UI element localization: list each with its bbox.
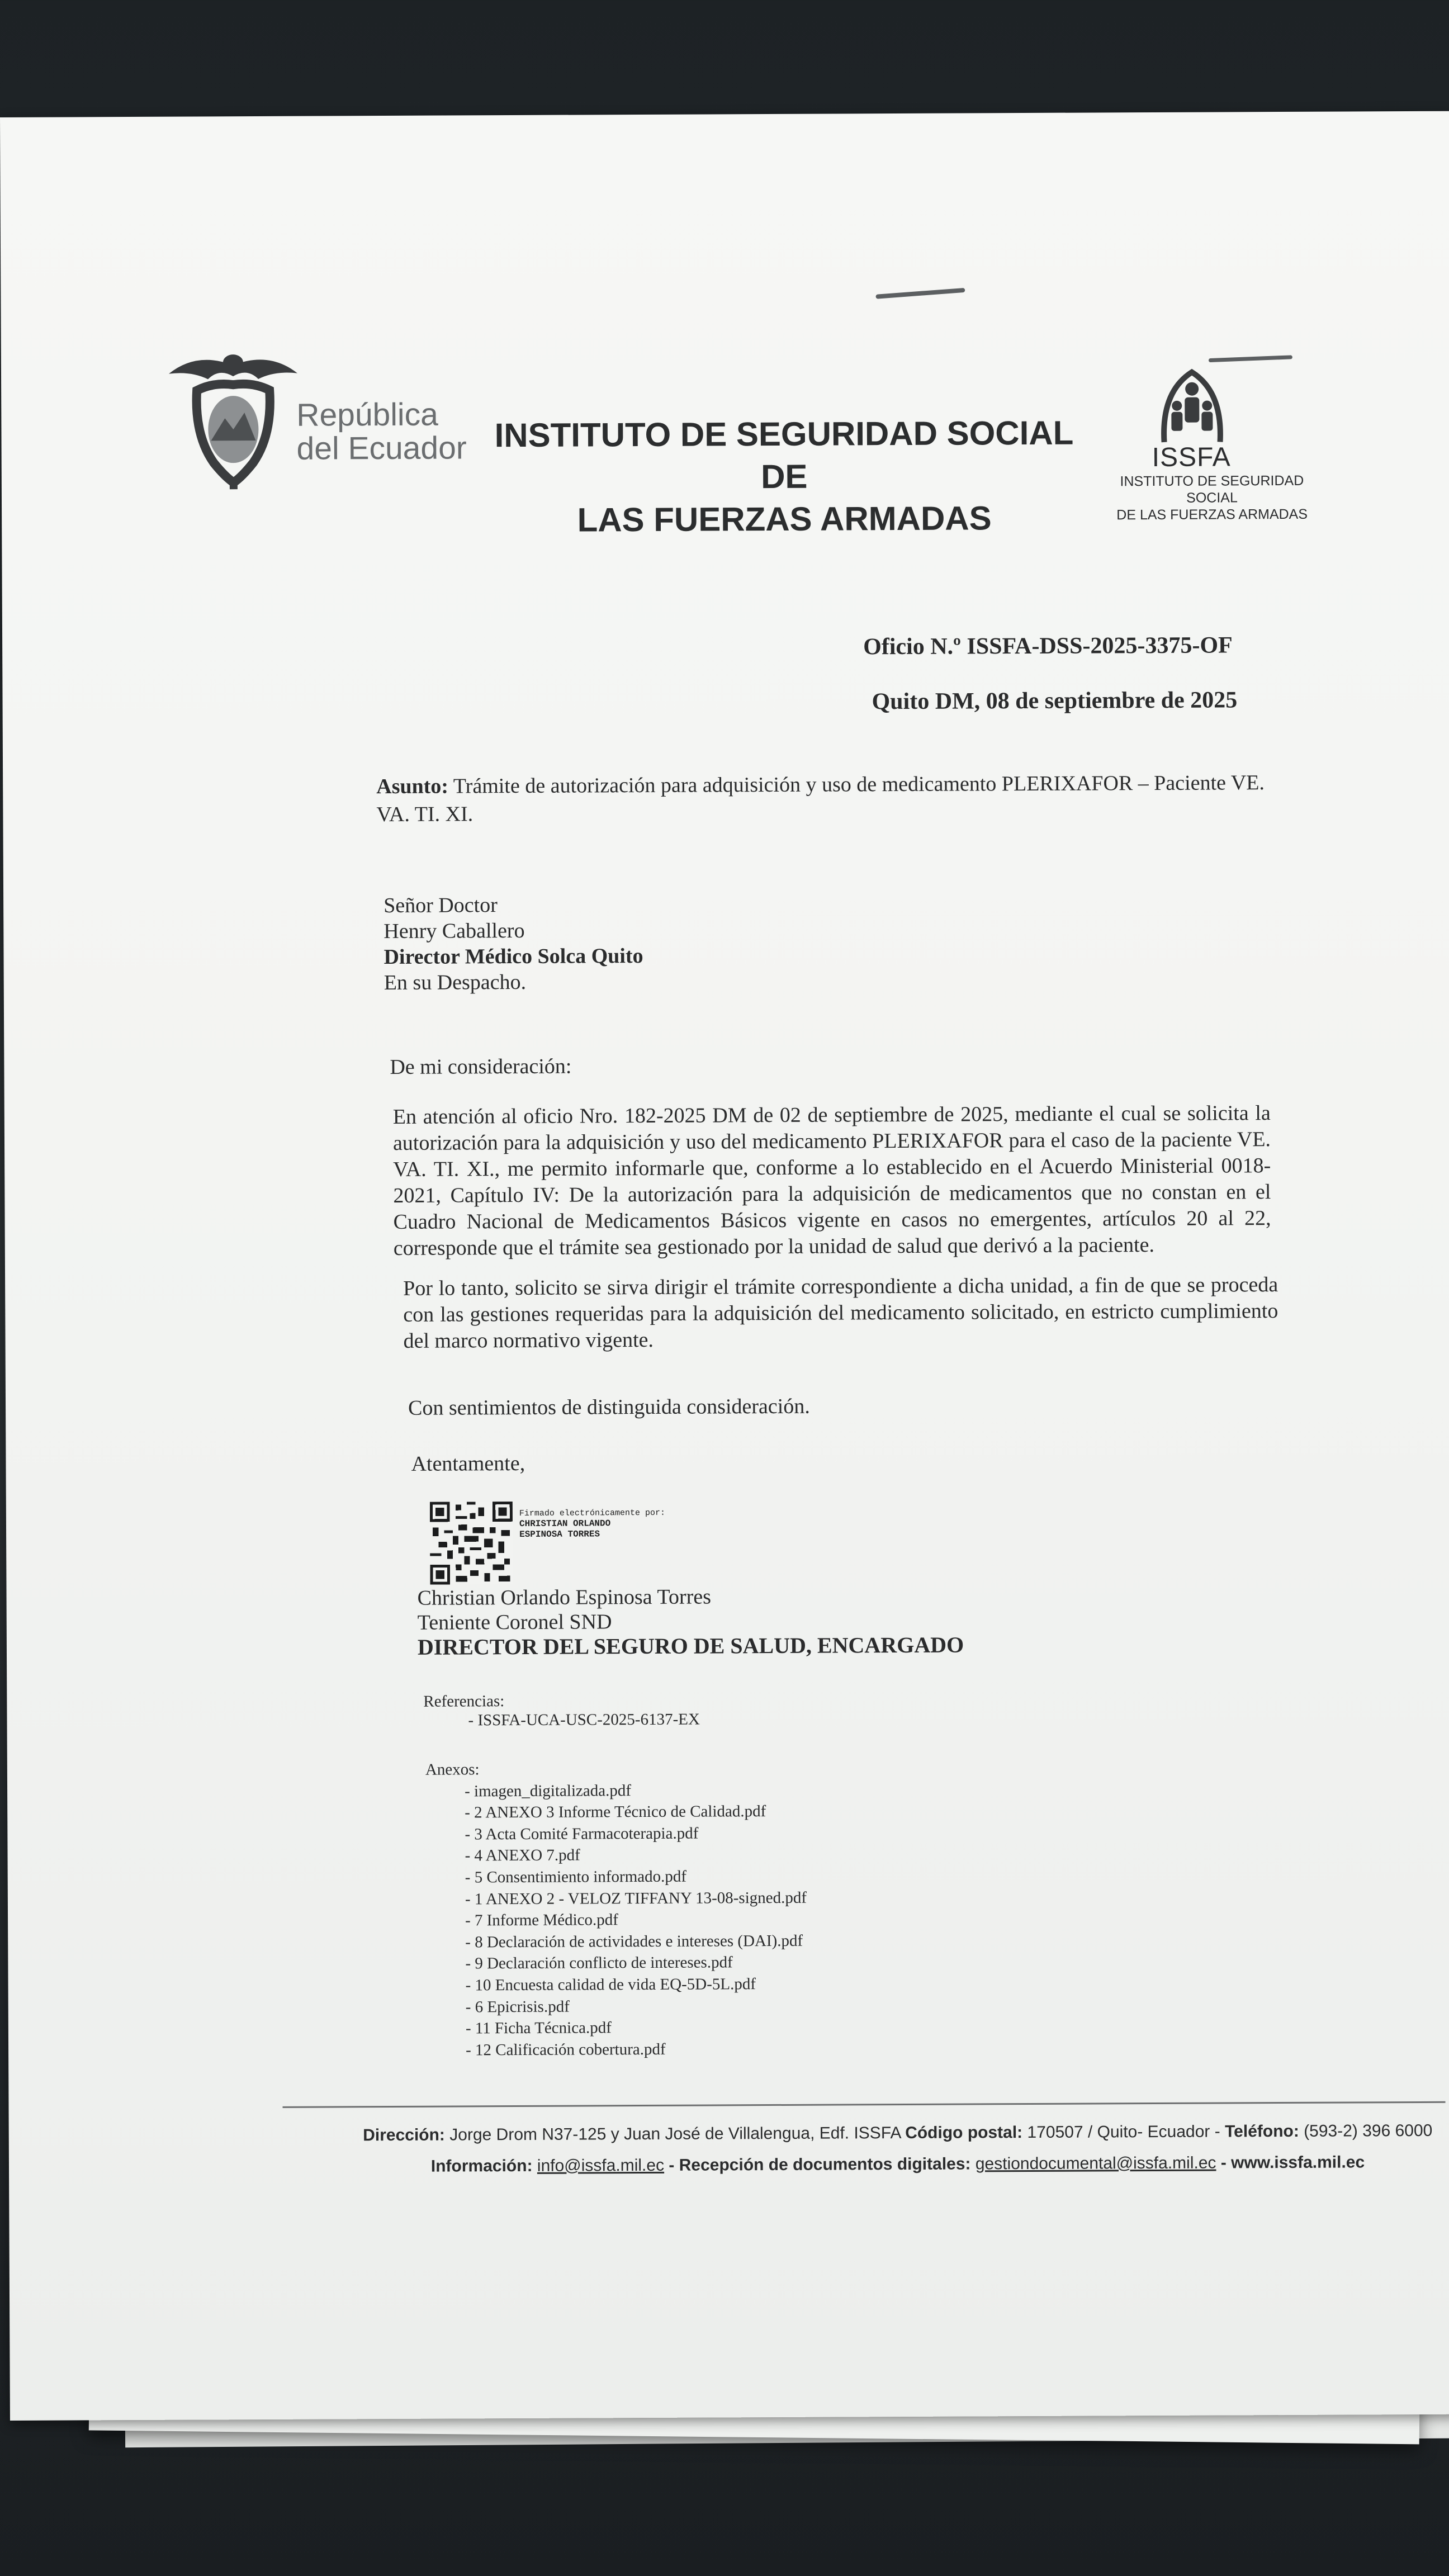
ecuador-coat-of-arms-icon bbox=[163, 340, 304, 491]
annex-item: - 10 Encuesta calidad de vida EQ-5D-5L.pdf bbox=[465, 1975, 756, 1995]
issfa-logo-name: ISSFA bbox=[1152, 442, 1231, 473]
annex-item: - 7 Informe Médico.pdf bbox=[465, 1911, 618, 1930]
footer-address-line: Dirección: Jorge Drom N37-125 y Juan José de Villalengua, Edf. ISSFA Código postal: 170507 / Quito- Ecuador - Teléfono: (593-2) 396 6000 bbox=[363, 2121, 1433, 2145]
issfa-family-icon bbox=[1156, 358, 1229, 453]
recipient-block bbox=[383, 892, 643, 996]
letter-page bbox=[0, 111, 1449, 2421]
signer-name: Christian Orlando Espinosa Torres bbox=[417, 1585, 712, 1610]
letter-date: Quito DM, 08 de septiembre de 2025 bbox=[872, 687, 1238, 715]
references-block bbox=[423, 1691, 700, 1730]
annexes-label: Anexos: bbox=[425, 1760, 480, 1779]
oficio-number: Oficio N.º ISSFA-DSS-2025-3375-OF bbox=[863, 632, 1233, 660]
e-signature-stamp: Firmado electrónicamente por: CHRISTIAN ORLANDO ESPINOSA TORRES bbox=[519, 1508, 665, 1540]
signer-block bbox=[417, 1584, 964, 1660]
annexes-block bbox=[425, 1758, 807, 2061]
pen-mark bbox=[875, 288, 965, 299]
annex-item: - 12 Calificación cobertura.pdf bbox=[466, 2040, 666, 2059]
reference-item: - ISSFA-UCA-USC-2025-6137-EX bbox=[468, 1710, 700, 1730]
annex-item: - 11 Ficha Técnica.pdf bbox=[465, 2019, 612, 2038]
annex-item: - 4 ANEXO 7.pdf bbox=[465, 1846, 580, 1865]
institute-title: INSTITUTO DE SEGURIDAD SOCIAL DE LAS FUERZAS ARMADAS bbox=[494, 414, 1074, 539]
letter-footer bbox=[339, 2115, 1449, 2183]
subject-text: Trámite de autorización para adquisición y uso de medicamento PLERIXAFOR – Paciente VE. VA. TI. XI. bbox=[376, 771, 1265, 827]
info-email-link[interactable]: info@issfa.mil.ec bbox=[537, 2156, 665, 2175]
closing-line: Con sentimientos de distinguida consideración. bbox=[408, 1394, 810, 1420]
gestion-email-link[interactable]: gestiondocumental@issfa.mil.ec bbox=[975, 2153, 1216, 2174]
footer-contact-line: Información: info@issfa.mil.ec - Recepción de documentos digitales: gestiondocumental@issfa.mil.ec - www.issfa.mil.ec bbox=[430, 2153, 1365, 2176]
annex-item: - 5 Consentimiento informado.pdf bbox=[465, 1867, 687, 1887]
regards-line: Atentamente, bbox=[411, 1451, 525, 1476]
annex-item: - 6 Epicrisis.pdf bbox=[465, 1997, 570, 2016]
recipient-position: Director Médico Solca Quito bbox=[383, 944, 643, 969]
website-link[interactable]: - www.issfa.mil.ec bbox=[1220, 2153, 1365, 2172]
subject-line bbox=[376, 769, 1265, 828]
republica-label: República del Ecuador bbox=[296, 396, 467, 467]
annex-item: - 1 ANEXO 2 - VELOZ TIFFANY 13-08-signed.pdf bbox=[465, 1888, 807, 1908]
annex-item: - 9 Declaración conflicto de intereses.pdf bbox=[465, 1953, 733, 1973]
recipient-title: Señor Doctor bbox=[383, 893, 498, 918]
annex-item: - 8 Declaración de actividades e intereses (DAI).pdf bbox=[465, 1931, 803, 1952]
subject-label: Asunto: bbox=[376, 774, 449, 799]
recipient-office: En su Despacho. bbox=[383, 970, 527, 995]
annex-item: - imagen_digitalizada.pdf bbox=[465, 1781, 632, 1800]
annex-item: - 3 Acta Comité Farmacoterapia.pdf bbox=[465, 1824, 699, 1844]
recipient-name: Henry Caballero bbox=[383, 918, 525, 944]
salutation: De mi consideración: bbox=[390, 1054, 572, 1079]
signer-position: DIRECTOR DEL SEGURO DE SALUD, ENCARGADO bbox=[417, 1632, 964, 1660]
signer-rank: Teniente Coronel SND bbox=[417, 1610, 612, 1635]
body-paragraph-2: Por lo tanto, solicito se sirva dirigir el trámite correspondiente a dicha unidad, a fin de que se proceda con las gestiones requeridas para la adquisición del medicamento solicitado, en estricto cumplimiento del marco normativo vigente. bbox=[403, 1273, 1278, 1353]
issfa-logo-subtitle: INSTITUTO DE SEGURIDAD SOCIAL DE LAS FUERZAS ARMADAS bbox=[1116, 472, 1308, 523]
footer-divider bbox=[283, 2101, 1446, 2108]
references-label: Referencias: bbox=[423, 1692, 505, 1711]
qr-code-icon bbox=[430, 1502, 513, 1585]
body-paragraph-1: En atención al oficio Nro. 182-2025 DM de 02 de septiembre de 2025, mediante el cual se solicita la autorización para la adquisición y uso del medicamento PLERIXAFOR para el caso de la paciente VE. VA. TI. XI., me permito informarle que, conforme a lo establecido en el Acuerdo Ministerial 0018-2021, Capítulo IV: De la autorización para la adquisición de medicamentos que no constan en el Cuadro Nacional de Medicamentos Básicos vigente en casos no emergentes, artículos 20 al 22, corresponde que el trámite sea gestionado por la unidad de salud que derivó a la paciente. bbox=[392, 1101, 1271, 1260]
annex-item: - 2 ANEXO 3 Informe Técnico de Calidad.pdf bbox=[465, 1802, 766, 1822]
